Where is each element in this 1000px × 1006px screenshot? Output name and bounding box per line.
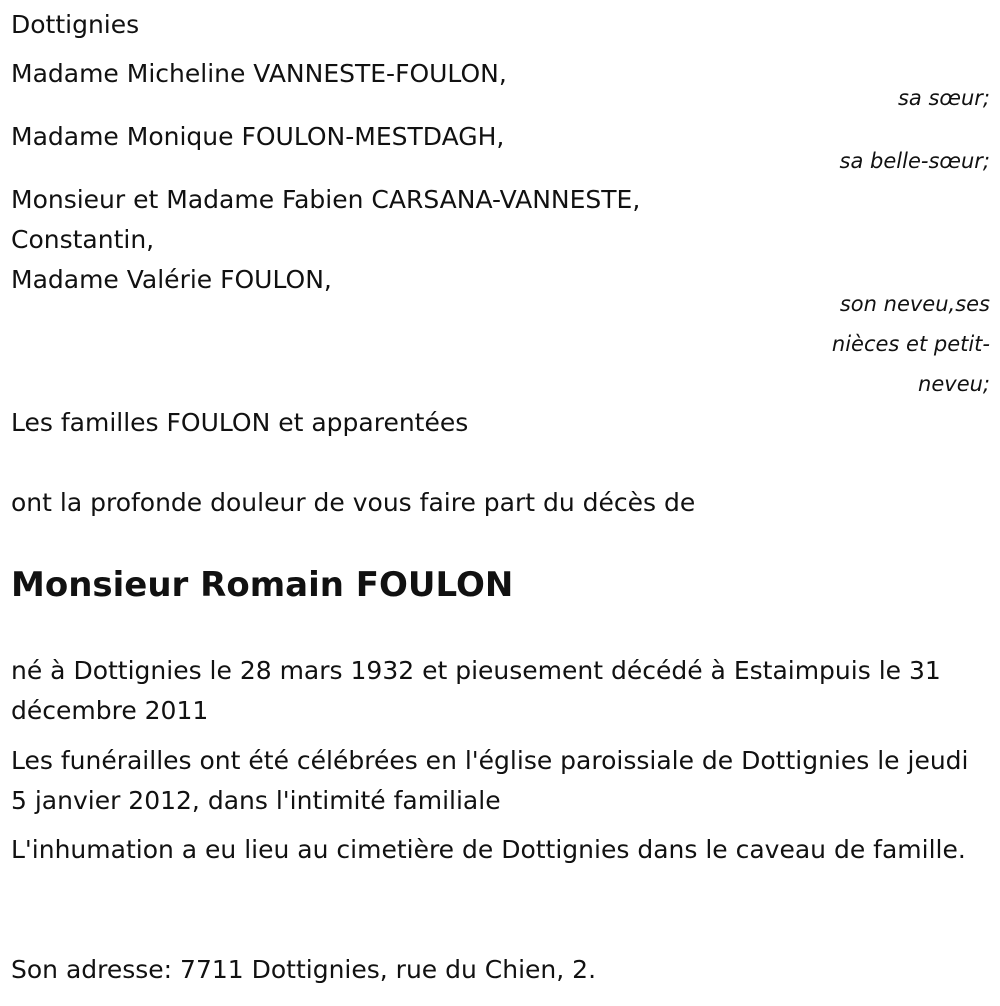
family-member-5: Madame Valérie FOULON, — [11, 265, 332, 294]
relation-1: sa sœur; — [897, 86, 990, 110]
announcement-text: ont la profonde douleur de vous faire part du décès de — [11, 488, 696, 517]
relation-3-line-1: son neveu,ses — [839, 292, 990, 316]
relation-3-line-2: nièces et petit- — [831, 332, 990, 356]
funeral-paragraph: Les funérailles ont été célébrées en l'église paroissiale de Dottignies le jeudi 5 janvier 2012, dans l'intimité familiale — [11, 746, 969, 815]
locality-heading: Dottignies — [11, 10, 140, 39]
family-member-1: Madame Micheline VANNESTE-FOULON, — [11, 59, 507, 88]
family-member-4: Constantin, — [11, 225, 155, 254]
birth-death-paragraph: né à Dottignies le 28 mars 1932 et pieusement décédé à Estaimpuis le 31 décembre 2011 — [11, 656, 941, 725]
family-member-2: Madame Monique FOULON-MESTDAGH, — [11, 122, 505, 151]
burial-paragraph: L'inhumation a eu lieu au cimetière de Dottignies dans le caveau de famille. — [11, 835, 966, 864]
family-member-3: Monsieur et Madame Fabien CARSANA-VANNESTE, — [11, 185, 641, 214]
address-line: Son adresse: 7711 Dottignies, rue du Chien, 2. — [11, 955, 597, 984]
families-line: Les familles FOULON et apparentées — [11, 408, 469, 437]
relation-2: sa belle-sœur; — [839, 149, 990, 173]
deceased-name: Monsieur Romain FOULON — [11, 565, 514, 605]
relation-3-line-3: neveu; — [918, 372, 990, 396]
